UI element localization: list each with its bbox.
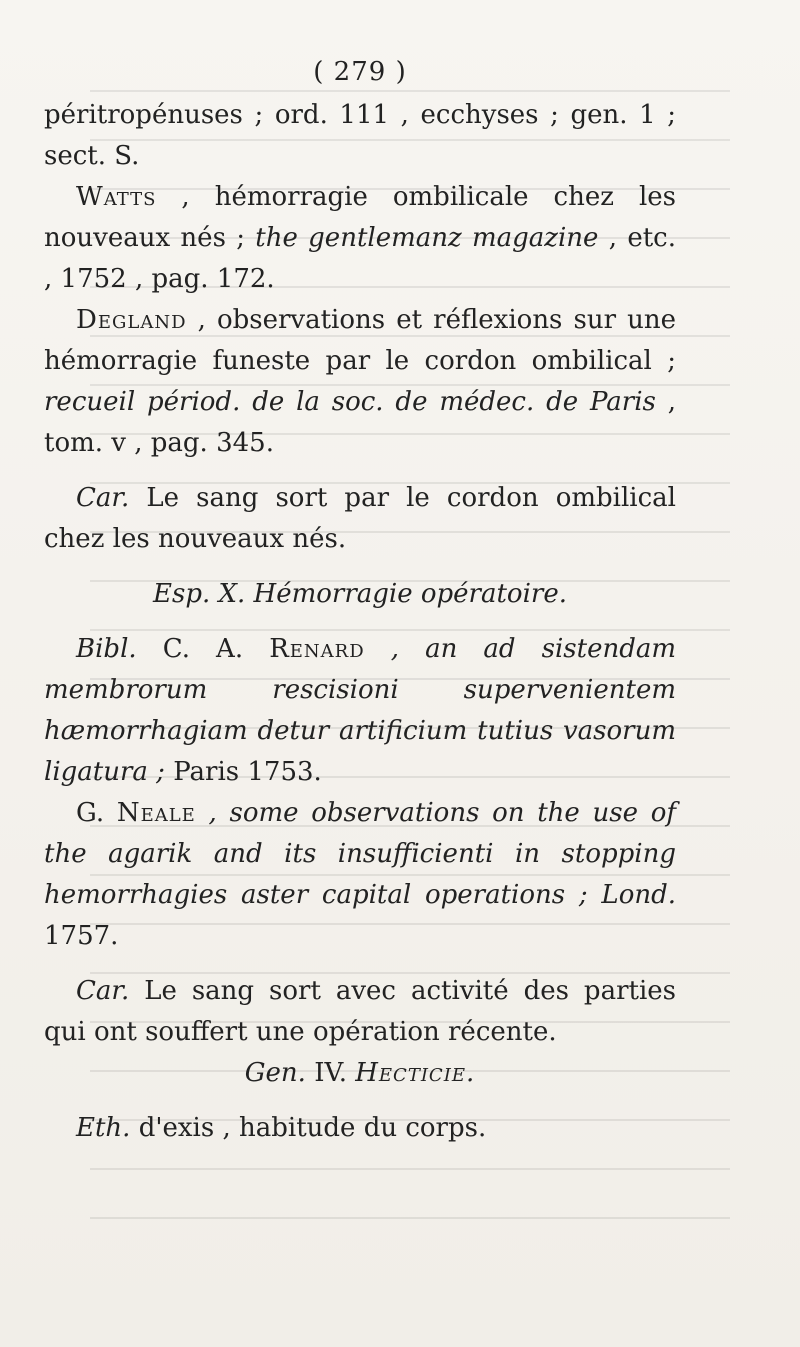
characteristic-1 <box>44 478 676 560</box>
page-number: ( 279 ) <box>313 57 407 87</box>
characteristic-2 <box>44 971 676 1053</box>
author-name: Degland <box>76 305 187 335</box>
author-name: Renard <box>269 634 365 664</box>
entry-renard <box>44 629 676 793</box>
etymology-label: Eth. <box>76 1113 131 1143</box>
page-content <box>44 52 676 1149</box>
genus-label: Gen. <box>244 1058 306 1088</box>
bibliography-label: Bibl. <box>76 634 137 664</box>
author-name: Neale <box>116 798 196 828</box>
entry-source: recueil périod. de la soc. de médec. de Paris <box>44 387 656 417</box>
entry-text: , observations et réflexions sur une hémorragie funeste par le cordon ombilical ; <box>44 305 676 376</box>
entry-title: , some observations on the use of the agarik and its insufficienti in stopping hemorrhagies aster capital operations ; <box>44 798 676 910</box>
entry-watts <box>44 177 676 300</box>
genus-heading <box>44 1053 676 1094</box>
genus-name: Hecticie. <box>355 1058 476 1088</box>
etymology <box>44 1108 676 1149</box>
characteristic-label: Car. <box>76 483 130 513</box>
entry-citation: Paris 1753. <box>164 757 322 787</box>
author-name: Watts <box>76 182 157 212</box>
characteristic-text: Le sang sort par le cordon ombilical chez les nouveaux nés. <box>44 483 676 554</box>
entry-text: , hémorragie ombilicale chez les nouveaux nés ; <box>44 182 676 253</box>
characteristic-label: Car. <box>76 976 130 1006</box>
entry-neale <box>44 793 676 957</box>
entry-degland <box>44 300 676 464</box>
entry-place: Lond. <box>587 880 676 910</box>
paragraph-continuation: péritropénuses ; ord. 111 , ecchyses ; gen. 1 ; sect. S. <box>44 100 676 171</box>
entry-citation: , tom. v , pag. 345. <box>44 387 676 458</box>
entry-source: the gentlemanz magazine <box>255 223 599 253</box>
author-initials: G. <box>76 798 117 828</box>
author-initials: C. A. <box>136 634 270 664</box>
entry-citation: , etc. , 1752 , pag. 172. <box>44 223 676 294</box>
genus-number: IV. <box>305 1058 356 1088</box>
species-heading: Esp. X. Hémorragie opératoire. <box>153 579 567 609</box>
entry-citation: 1757. <box>44 921 119 951</box>
characteristic-text: Le sang sort avec activité des parties qui ont souffert une opération récente. <box>44 976 676 1047</box>
entry-title: , an ad sistendam membrorum rescisioni supervenientem hæmorrhagiam detur artificium tutius vasorum ligatura ; <box>44 634 677 787</box>
etymology-text: d'exis , habitude du corps. <box>130 1113 487 1143</box>
